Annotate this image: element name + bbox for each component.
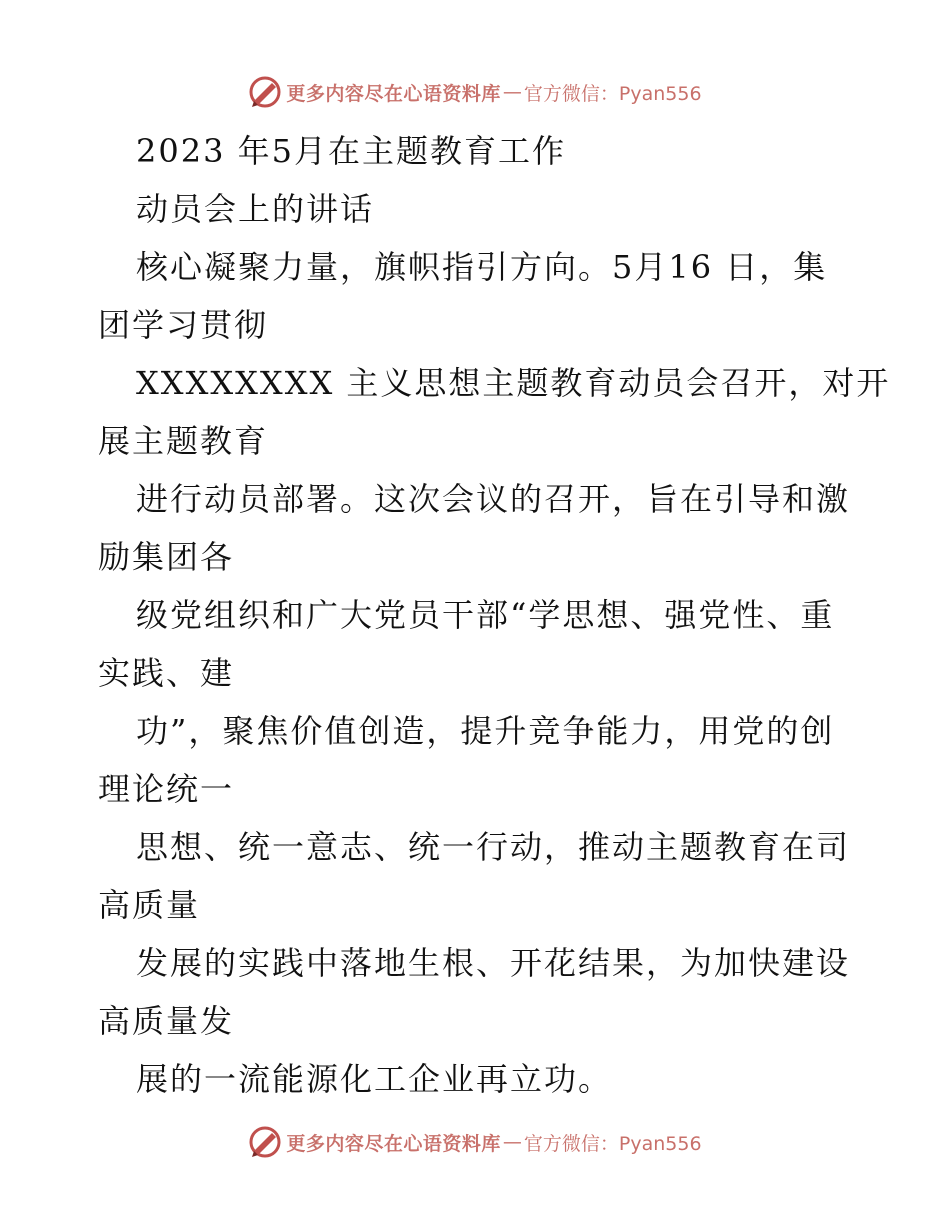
watermark-dash: — — [502, 81, 522, 103]
body-line: 团学习贯彻 — [98, 306, 269, 344]
body-line: 核心凝聚力量，旗帜指引方向。5月16 日，集 — [136, 248, 828, 286]
body-line: 功”，聚焦价值创造，提升竞争能力，用党的创 — [136, 712, 835, 750]
body-line: 高质量 — [98, 886, 201, 924]
watermark-wechat: 官方微信：Pyan556 — [523, 1132, 702, 1155]
body-line: 展主题教育 — [98, 422, 269, 460]
footer-watermark — [0, 1122, 950, 1162]
body-line: 进行动员部署。这次会议的召开，旨在引导和激 — [136, 480, 851, 518]
doc-title-line-1: 2023 年5月在主题教育工作 — [136, 132, 566, 170]
body-line: 实践、建 — [98, 654, 235, 692]
body-line: 级党组织和广大党员干部“学思想、强党性、重 — [136, 596, 835, 634]
body-line: 思想、统一意志、统一行动，推动主题教育在司 — [136, 828, 851, 866]
watermark-dash: — — [502, 1131, 522, 1153]
body-line: 展的一流能源化工企业再立功。 — [136, 1060, 613, 1098]
body-line: XXXXXXXX 主义思想主题教育动员会召开，对开 — [136, 364, 891, 402]
pen-logo-icon — [248, 75, 282, 109]
body-line: 励集团各 — [98, 538, 235, 576]
body-line: 理论统一 — [98, 770, 235, 808]
body-line: 高质量发 — [98, 1002, 235, 1040]
pen-logo-icon — [248, 1125, 282, 1159]
doc-title-line-2: 动员会上的讲话 — [136, 190, 375, 228]
watermark-site-name: 更多内容尽在心语资料库 — [286, 82, 501, 105]
watermark-wechat: 官方微信：Pyan556 — [523, 82, 702, 105]
header-watermark — [0, 72, 950, 112]
body-line: 发展的实践中落地生根、开花结果，为加快建设 — [136, 944, 851, 982]
watermark-site-name: 更多内容尽在心语资料库 — [286, 1132, 501, 1155]
